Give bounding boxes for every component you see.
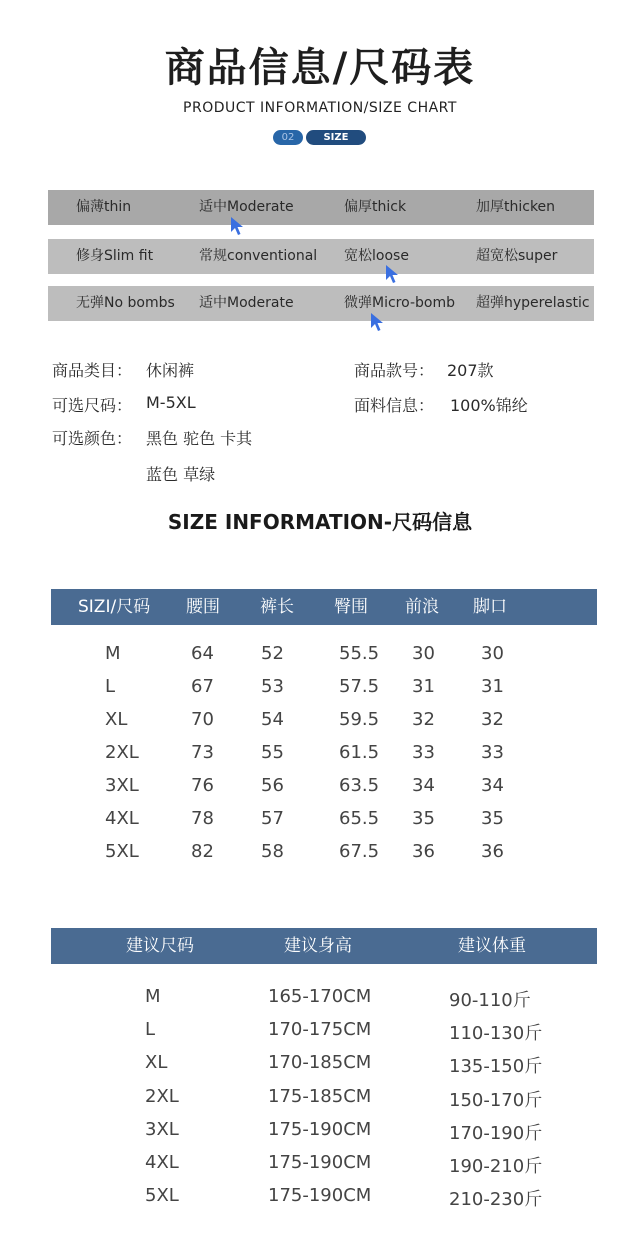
table-row [0,775,640,801]
table-cell: 78 [191,808,214,829]
table-cell: 67 [191,676,214,697]
table-cell: 135-150斤 [449,1056,543,1077]
column-header: SIZI/尺码 [78,597,151,617]
category-value: 休闲裤 [146,361,195,380]
fit-row [48,239,594,274]
attribute-option: 适中Moderate [199,199,294,215]
table-cell: 36 [481,841,504,862]
page-title: 商品信息/尺码表 [164,45,476,91]
table-cell: 165-170CM [268,986,372,1007]
table-cell: 58 [261,841,284,862]
attribute-option: 适中Moderate [199,295,294,311]
table-cell: 57 [261,808,284,829]
table-row [0,1086,640,1112]
table-cell: 5XL [145,1185,179,1206]
table-cell: 36 [412,841,435,862]
cursor-arrow-icon [230,216,246,236]
table-cell: 34 [481,775,504,796]
cursor-arrow-icon [385,264,401,284]
column-header: 腰围 [186,597,220,617]
table-cell: 30 [481,643,504,664]
table-cell: 53 [261,676,284,697]
table-cell: 31 [412,676,435,697]
table-row [0,1185,640,1211]
attribute-option: 加厚thicken [476,199,556,215]
style-label: 商品款号： [354,361,435,380]
sizes-label: 可选尺码： [52,396,133,415]
table-cell: 73 [191,742,214,763]
table-cell: L [145,1019,156,1040]
table-cell: 90-110斤 [449,990,531,1011]
table-cell: 67.5 [339,841,380,862]
attribute-option: 超宽松super [476,248,558,264]
table-cell: 170-185CM [268,1052,372,1073]
table-cell: 210-230斤 [449,1189,543,1210]
column-header: 建议体重 [458,936,526,956]
column-header: 建议尺码 [126,936,194,956]
table-cell: 55.5 [339,643,380,664]
table-cell: 33 [481,742,504,763]
table-cell: 35 [481,808,504,829]
column-header: 建议身高 [284,936,352,956]
attribute-option: 超弹hyperelastic [476,295,590,311]
table-cell: M [105,643,121,664]
table-cell: 35 [412,808,435,829]
table-cell: 59.5 [339,709,380,730]
table-row [0,986,640,1012]
table-row [0,742,640,768]
size-table-header [51,589,597,625]
section-number-badge: 02 [273,130,303,145]
table-cell: 34 [412,775,435,796]
column-header: 裤长 [260,597,294,617]
table-cell: 175-185CM [268,1086,372,1107]
table-cell: 4XL [145,1152,179,1173]
category-label: 商品类目： [52,361,133,380]
table-cell: 70 [191,709,214,730]
attribute-option: 偏厚thick [344,199,407,215]
table-cell: 175-190CM [268,1152,372,1173]
table-cell: 2XL [105,742,139,763]
table-cell: 65.5 [339,808,380,829]
attribute-option: 微弹Micro-bomb [344,295,455,311]
table-row [0,1152,640,1178]
table-cell: 3XL [105,775,139,796]
table-cell: 32 [481,709,504,730]
table-row [0,841,640,867]
attribute-option: 常规conventional [199,248,318,264]
table-cell: XL [145,1052,168,1073]
colors-value-line1: 黑色 驼色 卡其 [146,429,253,448]
table-cell: 5XL [105,841,139,862]
table-row [0,808,640,834]
table-cell: 110-130斤 [449,1023,543,1044]
elasticity-row [48,286,594,321]
table-cell: 63.5 [339,775,380,796]
table-cell: 2XL [145,1086,179,1107]
attribute-option: 修身Slim fit [76,248,154,264]
recommend-table-header [51,928,597,964]
table-cell: 31 [481,676,504,697]
table-cell: M [145,986,161,1007]
table-cell: 3XL [145,1119,179,1140]
colors-label: 可选颜色： [52,429,133,448]
table-cell: 32 [412,709,435,730]
table-cell: 61.5 [339,742,380,763]
fabric-value: 100%锦纶 [450,396,528,415]
attribute-option: 无弹No bombs [76,295,175,311]
table-row [0,1052,640,1078]
cursor-arrow-icon [370,312,386,332]
table-row [0,676,640,702]
thickness-row [48,190,594,225]
table-cell: XL [105,709,128,730]
table-cell: 175-190CM [268,1119,372,1140]
table-cell: 175-190CM [268,1185,372,1206]
table-cell: 64 [191,643,214,664]
table-cell: 33 [412,742,435,763]
attribute-option: 宽松loose [344,248,409,264]
sizes-value: M-5XL [146,393,196,412]
table-row [0,643,640,669]
table-cell: 52 [261,643,284,664]
table-cell: L [105,676,116,697]
table-cell: 30 [412,643,435,664]
column-header: 脚口 [473,597,507,617]
table-cell: 170-190斤 [449,1123,543,1144]
table-row [0,709,640,735]
table-cell: 170-175CM [268,1019,372,1040]
column-header: 臀围 [334,597,368,617]
table-cell: 4XL [105,808,139,829]
table-cell: 55 [261,742,284,763]
column-header: 前浪 [405,597,439,617]
attribute-option: 偏薄thin [76,199,132,215]
table-row [0,1019,640,1045]
table-cell: 54 [261,709,284,730]
page-subtitle: PRODUCT INFORMATION/SIZE CHART [183,100,457,116]
table-cell: 57.5 [339,676,380,697]
table-cell: 82 [191,841,214,862]
table-cell: 56 [261,775,284,796]
section-label-badge: SIZE [306,130,366,145]
table-cell: 150-170斤 [449,1090,543,1111]
table-cell: 76 [191,775,214,796]
table-row [0,1119,640,1145]
style-value: 207款 [447,361,494,380]
colors-value-line2: 蓝色 草绿 [146,465,216,484]
fabric-label: 面料信息： [354,396,435,415]
table-cell: 190-210斤 [449,1156,543,1177]
size-info-heading: SIZE INFORMATION-尺码信息 [167,510,473,534]
